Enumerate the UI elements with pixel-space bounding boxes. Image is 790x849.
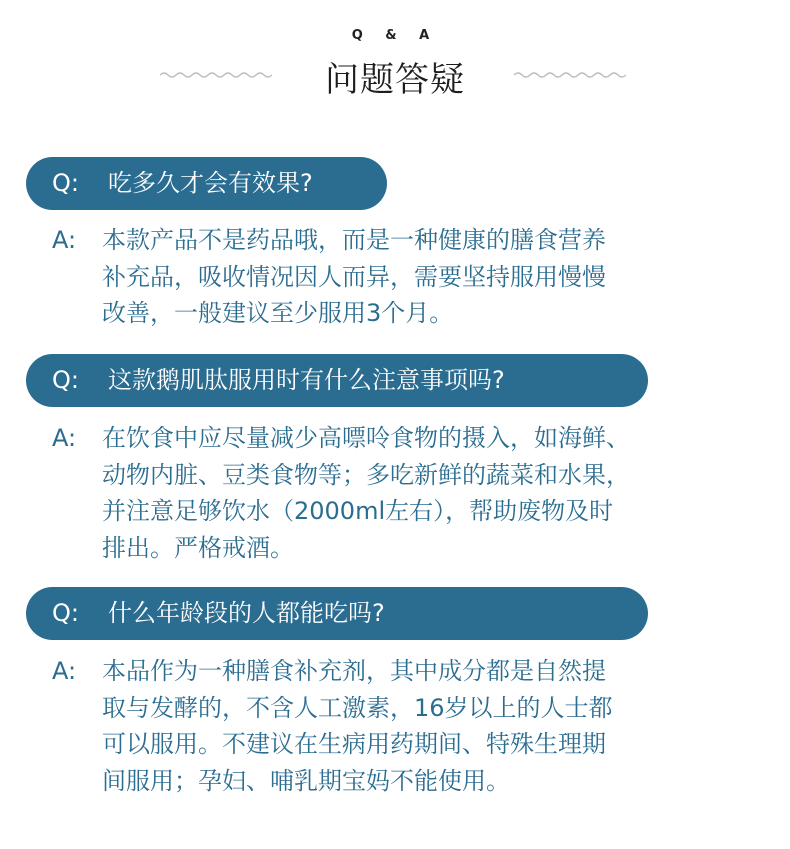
answer-line: 本品作为一种膳食补充剂，其中成分都是自然提 xyxy=(102,657,606,685)
answer-prefix: A: xyxy=(52,424,77,452)
question-pill xyxy=(26,354,648,407)
right-wave-decoration xyxy=(514,70,626,80)
answer-prefix: A: xyxy=(52,657,77,685)
answer-text xyxy=(102,420,762,566)
page-title: 问题答疑 xyxy=(325,60,465,100)
answer-line: 可以服用。不建议在生病用药期间、特殊生理期 xyxy=(102,730,606,758)
question-text: 这款鹅肌肽服用时有什么注意事项吗? xyxy=(108,366,505,394)
answer-line: 本款产品不是药品哦，而是一种健康的膳食营养 xyxy=(102,226,606,254)
answer-text xyxy=(102,653,762,799)
answer-text xyxy=(102,222,762,332)
answer-line: 改善，一般建议至少服用3个月。 xyxy=(102,299,454,327)
question-text: 什么年龄段的人都能吃吗? xyxy=(108,599,385,627)
question-prefix: Q: xyxy=(52,169,79,197)
qa-mark: Q & A xyxy=(351,28,439,43)
answer-line: 补充品，吸收情况因人而异，需要坚持服用慢慢 xyxy=(102,262,606,291)
question-prefix: Q: xyxy=(52,366,79,394)
question-pill xyxy=(26,587,648,640)
answer-line: 并注意足够饮水（2000ml左右），帮助废物及时 xyxy=(102,497,614,525)
answer-line: 间服用；孕妇、哺乳期宝妈不能使用。 xyxy=(102,766,510,795)
question-pill xyxy=(26,157,387,210)
answer-line: 取与发酵的，不含人工激素，16岁以上的人士都 xyxy=(102,693,613,722)
answer-prefix: A: xyxy=(52,226,77,254)
question-prefix: Q: xyxy=(52,599,79,627)
question-text: 吃多久才会有效果? xyxy=(108,169,313,197)
section-header xyxy=(0,0,790,110)
answer-line: 动物内脏、豆类食物等；多吃新鲜的蔬菜和水果， xyxy=(102,460,630,489)
answer-line: 排出。严格戒酒。 xyxy=(102,533,294,562)
answer-line: 在饮食中应尽量减少高嘌呤食物的摄入，如海鲜、 xyxy=(102,424,630,452)
